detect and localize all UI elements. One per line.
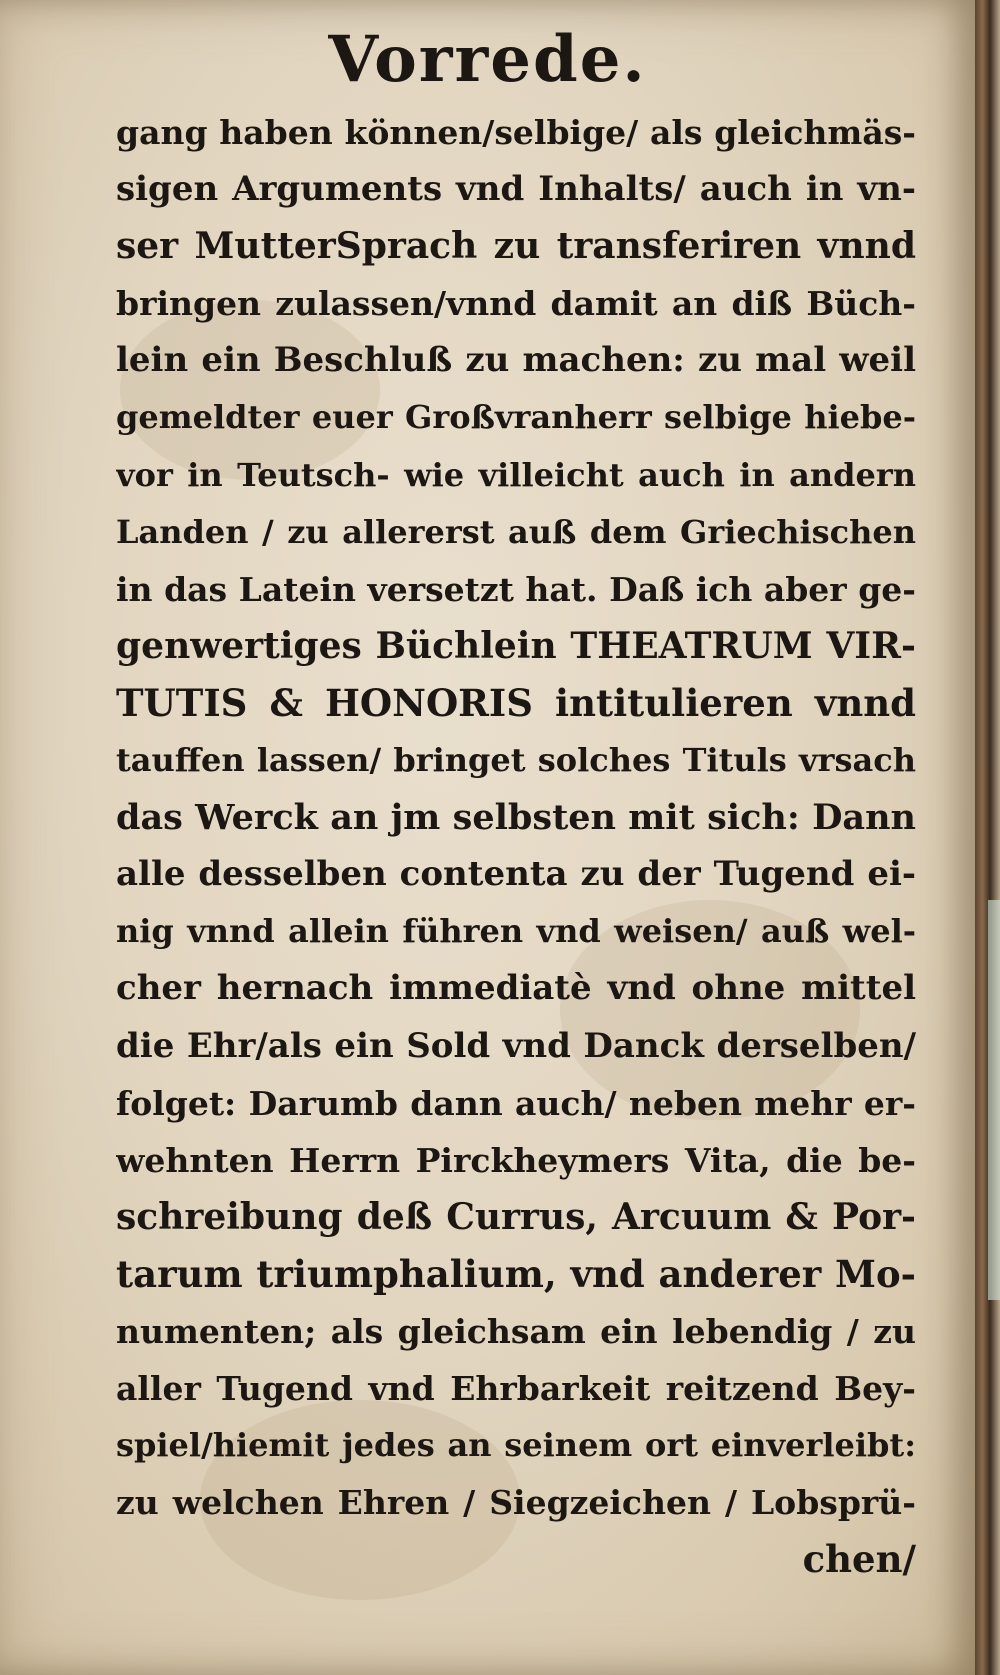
book-edge: [975, 0, 1000, 1675]
page-heading: Vorrede.: [328, 22, 647, 97]
text-line: vor in Teutsch- wie villeicht auch in andern: [116, 455, 916, 494]
text-line: cher hernach immediatè vnd ohne mittel: [116, 968, 916, 1009]
text-line: TUTIS & HONORIS intitulieren vnnd: [116, 680, 916, 725]
text-line: zu welchen Ehren / Siegzeichen / Lobsprü-: [116, 1483, 916, 1523]
text-line: tauffen lassen/ bringet solches Tituls vrsach: [116, 741, 916, 780]
text-line: ser MutterSprach zu transferiren vnnd: [116, 225, 916, 268]
text-line: alle desselben contenta zu der Tugend ei-: [116, 854, 916, 895]
text-line: numenten; als gleichsam ein lebendig / zu: [116, 1311, 916, 1351]
text-line: sigen Arguments vnd Inhalts/ auch in vn-: [116, 169, 916, 210]
text-line: folget: Darumb dann auch/ neben mehr er-: [116, 1083, 916, 1123]
text-line: genwertiges Büchlein THEATRUM VIR-: [116, 624, 916, 667]
catchword: chen/: [802, 1537, 916, 1582]
text-line: in das Latein versetzt hat. Daß ich aber ge-: [116, 569, 916, 609]
text-line: das Werck an jm selbsten mit sich: Dann: [116, 797, 916, 839]
text-line: spiel/hiemit jedes an seinem ort einverleibt:: [116, 1426, 916, 1465]
text-line: die Ehr/als ein Sold vnd Danck derselben/: [116, 1025, 916, 1066]
text-line: bringen zulassen/vnnd damit an diß Büch-: [116, 284, 916, 324]
text-line: tarum triumphalium, vnd anderer Mo-: [116, 1251, 916, 1296]
text-line: schreibung deß Currus, Arcuum & Por-: [116, 1195, 916, 1238]
book-edge-strip: [988, 900, 1000, 1300]
text-line: wehnten Herrn Pirckheymers Vita, die be-: [116, 1140, 916, 1180]
text-line: aller Tugend vnd Ehrbarkeit reitzend Bey-: [116, 1369, 916, 1409]
text-line: gang haben können/selbige/ als gleichmäs-: [116, 113, 916, 152]
text-line: Landen / zu allererst auß dem Griechischen: [116, 512, 916, 551]
text-line: lein ein Beschluß zu machen: zu mal weil: [116, 340, 916, 381]
text-line: nig vnnd allein führen vnd weisen/ auß wel-: [116, 912, 916, 951]
text-line: gemeldter euer Großvranherr selbige hiebe-: [116, 398, 916, 437]
body-text: [116, 104, 916, 1588]
